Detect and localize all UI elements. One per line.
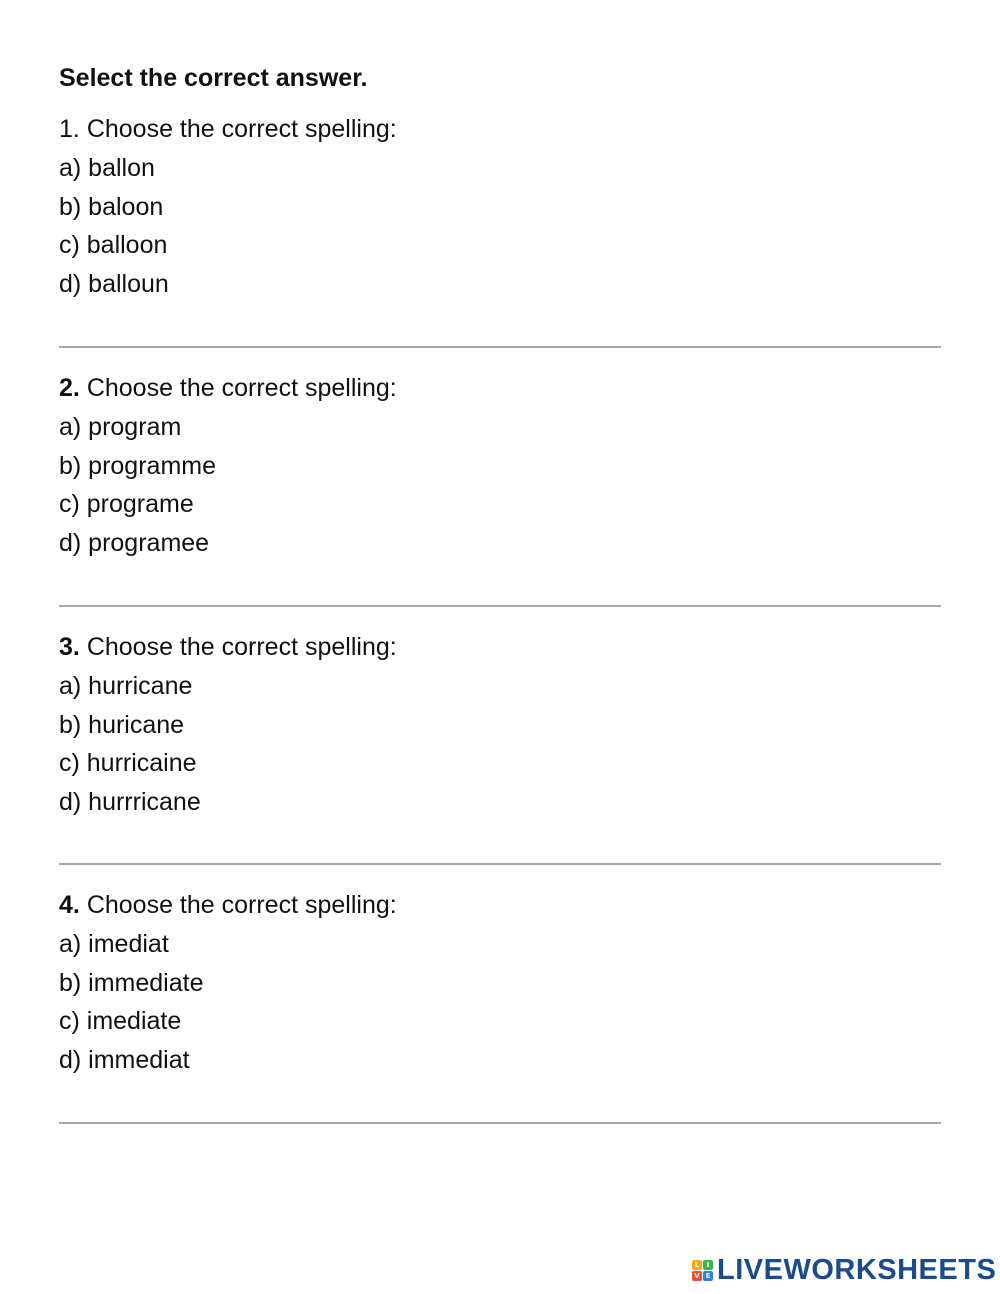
- logo-text: LIVEWORKSHEETS: [717, 1254, 997, 1286]
- question-4-option-c[interactable]: c) imediate: [59, 1007, 182, 1036]
- question-2-line: [59, 369, 941, 408]
- question-3-option-b[interactable]: b) huricane: [59, 710, 185, 739]
- question-2-option-b[interactable]: b) programme: [59, 451, 216, 480]
- question-1-option-d[interactable]: d) balloun: [59, 270, 169, 299]
- liveworksheets-logo-icon: [692, 1260, 713, 1281]
- question-4: [59, 886, 941, 1080]
- question-3-prompt: Choose the correct spelling:: [86, 633, 397, 661]
- logo-mark-tile-i: I: [703, 1260, 713, 1270]
- question-2-number: 2.: [59, 374, 80, 402]
- question-3: [59, 628, 941, 822]
- question-3-number: 3.: [59, 633, 80, 661]
- divider-3: [59, 863, 941, 865]
- question-3-option-d[interactable]: d) hurrricane: [59, 788, 201, 817]
- divider-4: [59, 1122, 941, 1124]
- divider-1: [59, 346, 941, 348]
- question-4-option-a[interactable]: a) imediat: [59, 929, 169, 958]
- question-3-line: [59, 628, 941, 667]
- question-1-option-b[interactable]: b) baloon: [59, 192, 164, 221]
- question-1-line: [59, 110, 941, 149]
- question-4-option-d[interactable]: d) immediat: [59, 1046, 190, 1075]
- question-2-option-a[interactable]: a) program: [59, 412, 182, 441]
- question-1-prompt: Choose the correct spelling:: [86, 115, 397, 143]
- question-4-option-b[interactable]: b) immediate: [59, 968, 204, 997]
- instruction-heading: Select the correct answer.: [59, 64, 368, 92]
- divider-2: [59, 605, 941, 607]
- question-3-option-a[interactable]: a) hurricane: [59, 671, 193, 700]
- question-2-prompt: Choose the correct spelling:: [86, 374, 397, 402]
- logo-mark-tile-l: L: [692, 1260, 702, 1270]
- question-2-option-c[interactable]: c) programe: [59, 490, 194, 519]
- question-4-line: [59, 886, 941, 925]
- question-2-option-d[interactable]: d) programee: [59, 529, 210, 558]
- question-1: [59, 110, 941, 304]
- logo-mark-tile-e: E: [703, 1271, 713, 1281]
- liveworksheets-logo: [692, 1253, 996, 1287]
- logo-mark-tile-v: V: [692, 1271, 702, 1281]
- question-1-option-a[interactable]: a) ballon: [59, 153, 155, 182]
- question-2: [59, 369, 941, 563]
- question-3-option-c[interactable]: c) hurricaine: [59, 749, 197, 778]
- question-1-option-c[interactable]: c) balloon: [59, 231, 168, 260]
- question-4-number: 4.: [59, 891, 80, 919]
- question-1-number: 1.: [59, 115, 80, 143]
- question-4-prompt: Choose the correct spelling:: [86, 891, 397, 919]
